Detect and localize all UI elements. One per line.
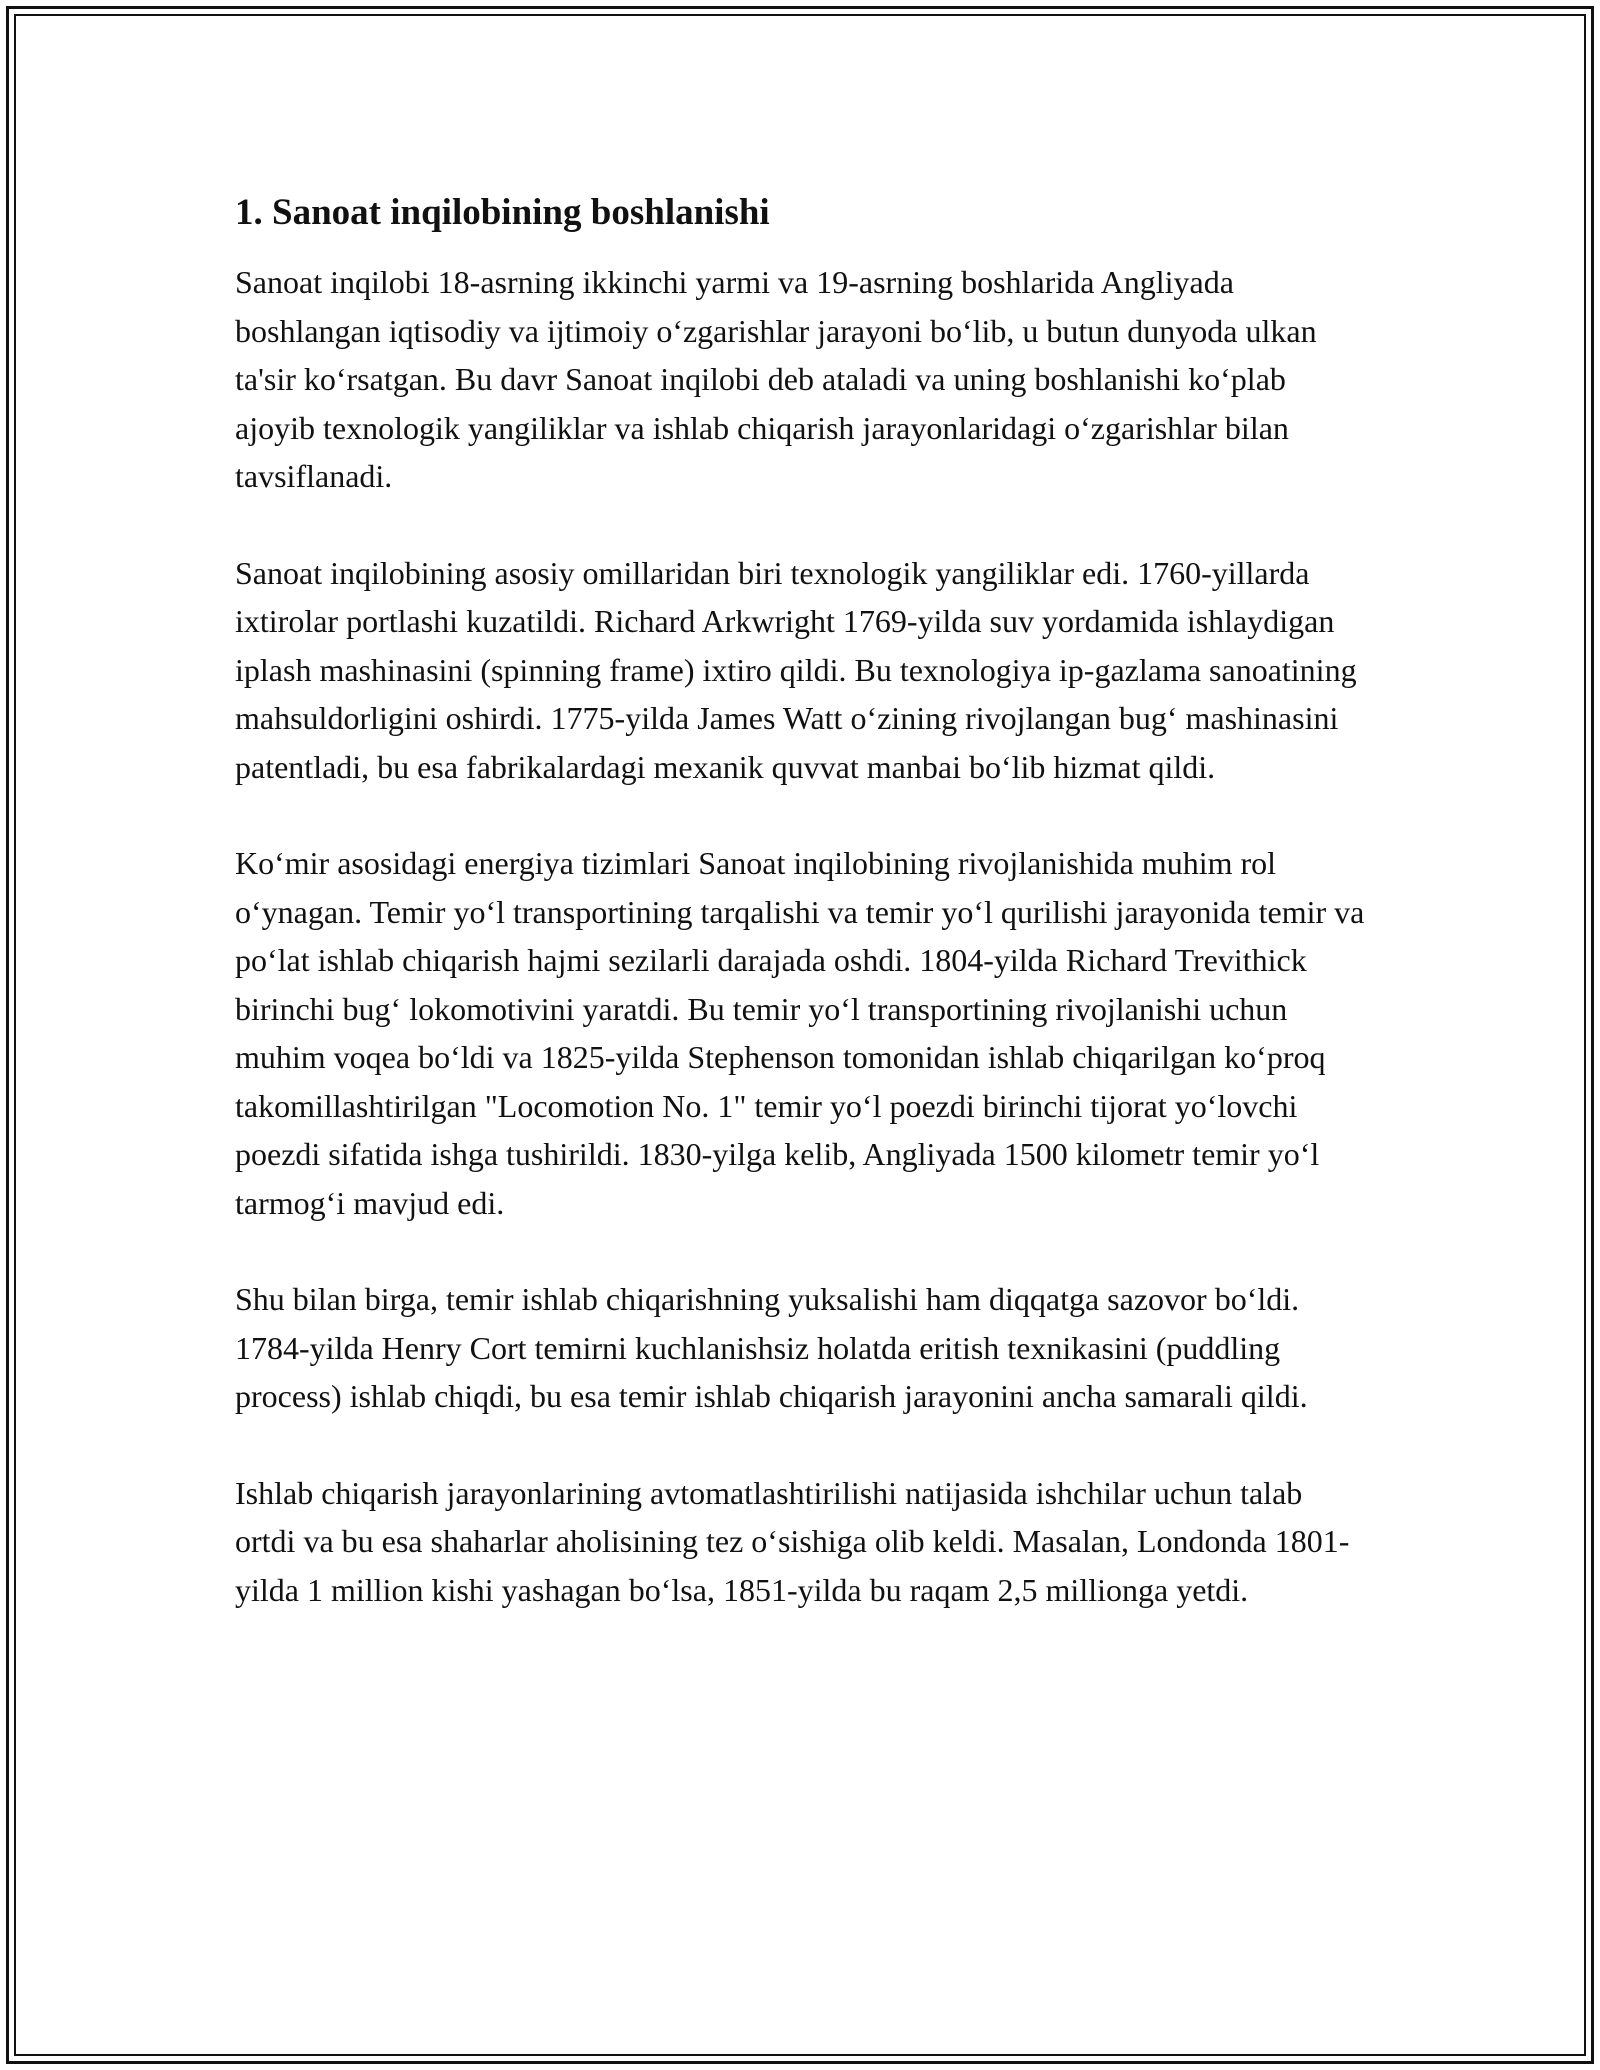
paragraph-1: Sanoat inqilobi 18-asrning ikkinchi yarmi va 19-asrning boshlarida Angliyada boshlangan iqtisodiy va ijtimoiy o‘zgarishlar jarayoni bo‘lib, u butun dunyoda ulkan ta'sir ko‘rsatgan. Bu davr Sanoat inqilobi deb ataladi va uning boshlanishi ko‘plab ajoyib texnologik yangiliklar va ishlab chiqarish jarayonlaridagi o‘zgarishlar bilan tavsiflanadi. (235, 264, 1317, 494)
paragraph-5: Ishlab chiqarish jarayonlarining avtomatlashtirilishi natijasida ishchilar uchun talab ortdi va bu esa shaharlar aholisining tez o‘sishiga olib keldi. Masalan, Londonda 1801-yilda 1 million kishi yashagan bo‘lsa, 1851-yilda bu raqam 2,5 millionga yetdi. (235, 1474, 1350, 1608)
paragraph-4: Shu bilan birga, temir ishlab chiqarishning yuksalishi ham diqqatga sazovor bo‘ldi. 1784-yilda Henry Cort temirni kuchlanishsiz holatda eritish texnikasini (puddling process) ishlab chiqdi, bu esa temir ishlab chiqarish jarayonini ancha samarali qildi. (235, 1281, 1308, 1414)
paragraph-3: Ko‘mir asosidagi energiya tizimlari Sanoat inqilobining rivojlanishida muhim rol o‘ynagan. Temir yo‘l transportining tarqalishi va temir yo‘l qurilishi jarayonida temir va po‘lat ishlab chiqarish hajmi sezilarli darajada oshdi. 1804-yilda Richard Trevithick birinchi bug‘ lokomotivini yaratdi. Bu temir yo‘l transportining rivojlanishi uchun muhim voqea bo‘ldi va 1825-yilda Stephenson tomonidan ishlab chiqarilgan ko‘proq takomillashtirilgan "Locomotion No. 1" temir yo‘l poezdi birinchi tijorat yo‘lovchi poezdi sifatida ishga tushirildi. 1830-yilga kelib, Angliyada 1500 kilometr temir yo‘l tarmog‘i mavjud edi. (235, 845, 1365, 1221)
section-title: 1. Sanoat inqilobining boshlanishi (235, 192, 770, 233)
paragraph-2: Sanoat inqilobining asosiy omillaridan biri texnologik yangiliklar edi. 1760-yillarda ixtirolar portlashi kuzatildi. Richard Arkwright 1769-yilda suv yordamida ishlaydigan iplash mashinasini (spinning frame) ixtiro qildi. Bu texnologiya ip-gazlama sanoatining mahsuldorligini oshirdi. 1775-yilda James Watt o‘zining rivojlangan bug‘ mashinasini patentladi, bu esa fabrikalardagi mexanik quvvat manbai bo‘lib hizmat qildi. (235, 554, 1357, 785)
document-body (235, 188, 1365, 1662)
